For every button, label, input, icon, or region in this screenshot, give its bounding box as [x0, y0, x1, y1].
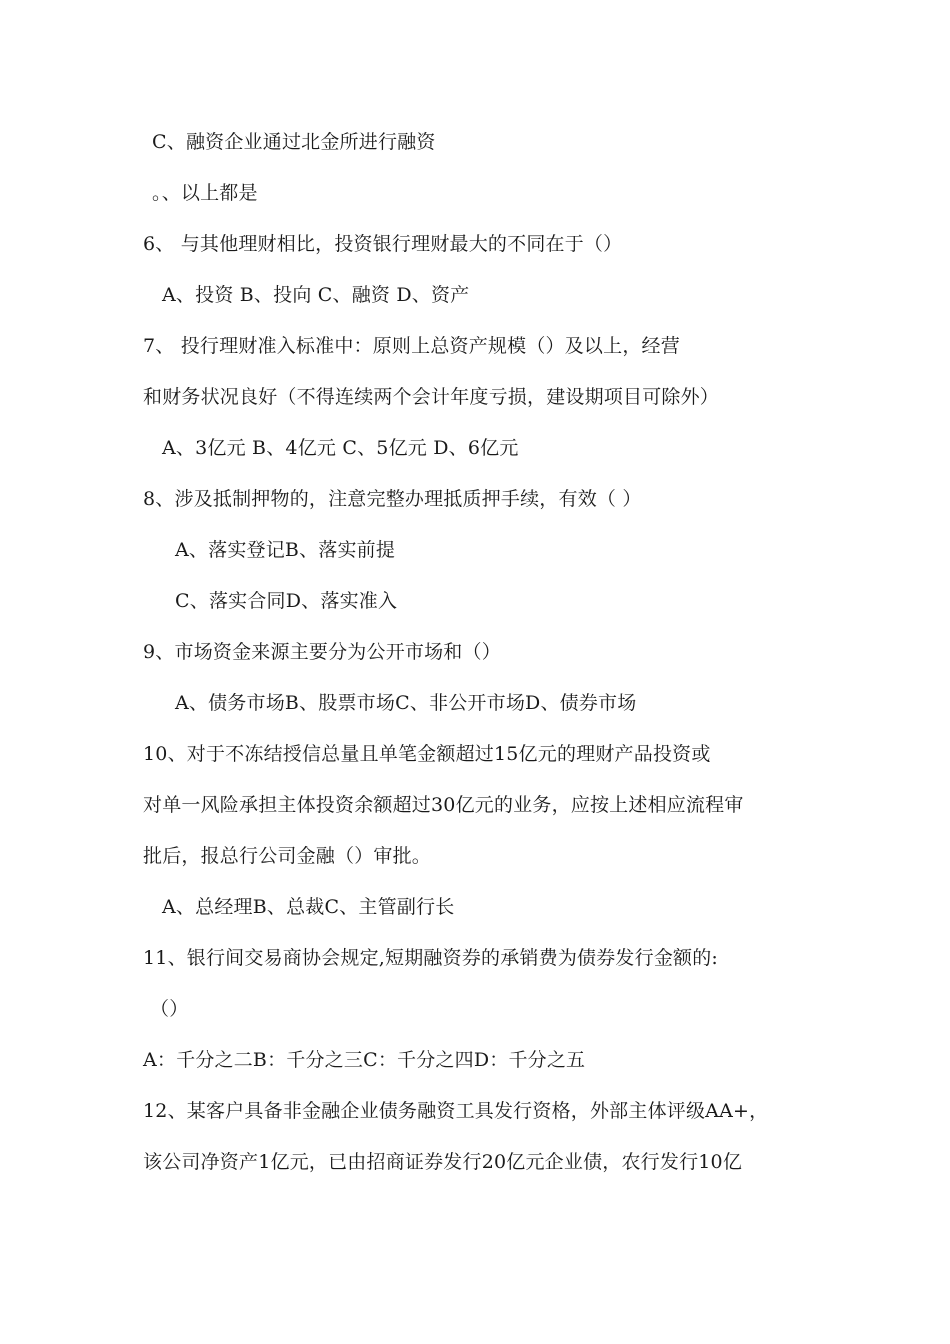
question-11-line-2: （） [150, 998, 189, 1020]
question-10-options: A、总经理B、总裁C、主管副行长 [162, 896, 455, 918]
question-7-line-2: 和财务状况良好（不得连续两个会计年度亏损，建设期项目可除外） [143, 386, 720, 408]
question-11-line-1: 11、银行间交易商协会规定,短期融资券的承销费为债券发行金额的: [143, 947, 719, 969]
question-9-options: A、债务市场B、股票市场C、非公开市场D、债券市场 [175, 692, 637, 714]
option-d-line: 。、以上都是 [152, 182, 258, 204]
question-12-line-1: 12、某客户具备非金融企业债务融资工具发行资格，外部主体评级AA+， [143, 1100, 769, 1122]
question-7-options: A、3亿元 B、4亿元 C、5亿元 D、6亿元 [162, 437, 519, 459]
question-8: 8、涉及抵制押物的，注意完整办理抵质押手续，有效（ ） [143, 488, 642, 510]
question-7-line-1: 7、 投行理财准入标准中：原则上总资产规模（）及以上，经营 [143, 335, 680, 357]
question-6-options: A、投资 B、投向 C、融资 D、资产 [162, 284, 470, 306]
question-9: 9、市场资金来源主要分为公开市场和（） [143, 641, 501, 663]
question-10-line-2: 对单一风险承担主体投资余额超过30亿元的业务，应按上述相应流程审 [143, 794, 744, 816]
question-8-options-cd: C、落实合同D、落实准入 [175, 590, 398, 612]
question-8-options-ab: A、落实登记B、落实前提 [175, 539, 396, 561]
question-10-line-3: 批后，报总行公司金融（）审批。 [143, 845, 432, 867]
question-6: 6、 与其他理财相比，投资银行理财最大的不同在于（） [143, 233, 623, 255]
question-11-options: A：千分之二B：千分之三C：千分之四D：千分之五 [143, 1049, 586, 1071]
question-12-line-2: 该公司净资产1亿元，已由招商证券发行20亿元企业债，农行发行10亿 [143, 1151, 743, 1173]
question-10-line-1: 10、对于不冻结授信总量且单笔金额超过15亿元的理财产品投资或 [143, 743, 711, 765]
option-c-line: C、融资企业通过北金所进行融资 [152, 131, 436, 153]
